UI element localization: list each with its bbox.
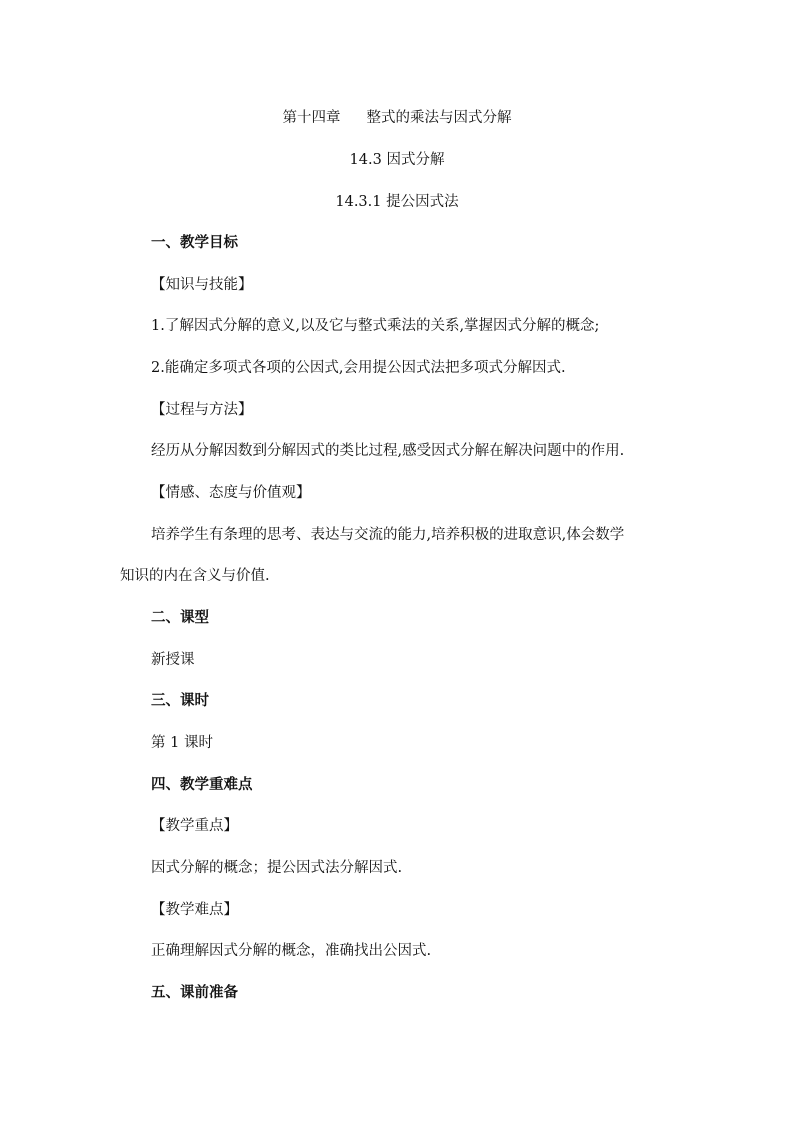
class-hours-body: 第 1 课时 (151, 735, 213, 751)
key-points-body: 因式分解的概念；提公因式法分解因式. (151, 860, 403, 876)
emotion-values-heading: 【情感、态度与价值观】 (151, 485, 311, 501)
knowledge-item-2: 2.能确定多项式各项的公因式,会用提公因式法把多项式分解因式. (151, 360, 566, 376)
emotion-values-body-line-1: 培养学生有条理的思考、表达与交流的能力,培养积极的进取意识,体会数学 (151, 527, 625, 543)
chapter-title: 整式的乘法与因式分解 (366, 110, 512, 126)
chapter-heading (0, 108, 794, 128)
knowledge-item-1: 1.了解因式分解的意义,以及它与整式乘法的关系,掌握因式分解的概念; (151, 318, 600, 334)
difficult-points-heading: 【教学难点】 (151, 902, 238, 918)
subsection-heading: 14.3.1 提公因式法 (335, 194, 459, 210)
class-hours-title: 三、课时 (151, 693, 209, 709)
key-difficulties-title: 四、教学重难点 (151, 777, 253, 793)
knowledge-skills-heading: 【知识与技能】 (151, 277, 253, 293)
lesson-type-body: 新授课 (151, 652, 195, 668)
key-points-heading: 【教学重点】 (151, 818, 238, 834)
chapter-number: 第十四章 (282, 110, 341, 126)
teaching-objectives-title: 一、教学目标 (151, 235, 238, 251)
pre-class-preparation-title: 五、课前准备 (151, 985, 238, 1001)
difficult-points-body: 正确理解因式分解的概念，准确找出公因式. (151, 943, 432, 959)
emotion-values-body-line-2: 知识的内在含义与价值. (120, 568, 270, 584)
lesson-type-title: 二、课型 (151, 610, 209, 626)
process-method-body: 经历从分解因数到分解因式的类比过程,感受因式分解在解决问题中的作用. (151, 443, 625, 459)
process-method-heading: 【过程与方法】 (151, 402, 253, 418)
section-heading: 14.3 因式分解 (349, 152, 445, 168)
